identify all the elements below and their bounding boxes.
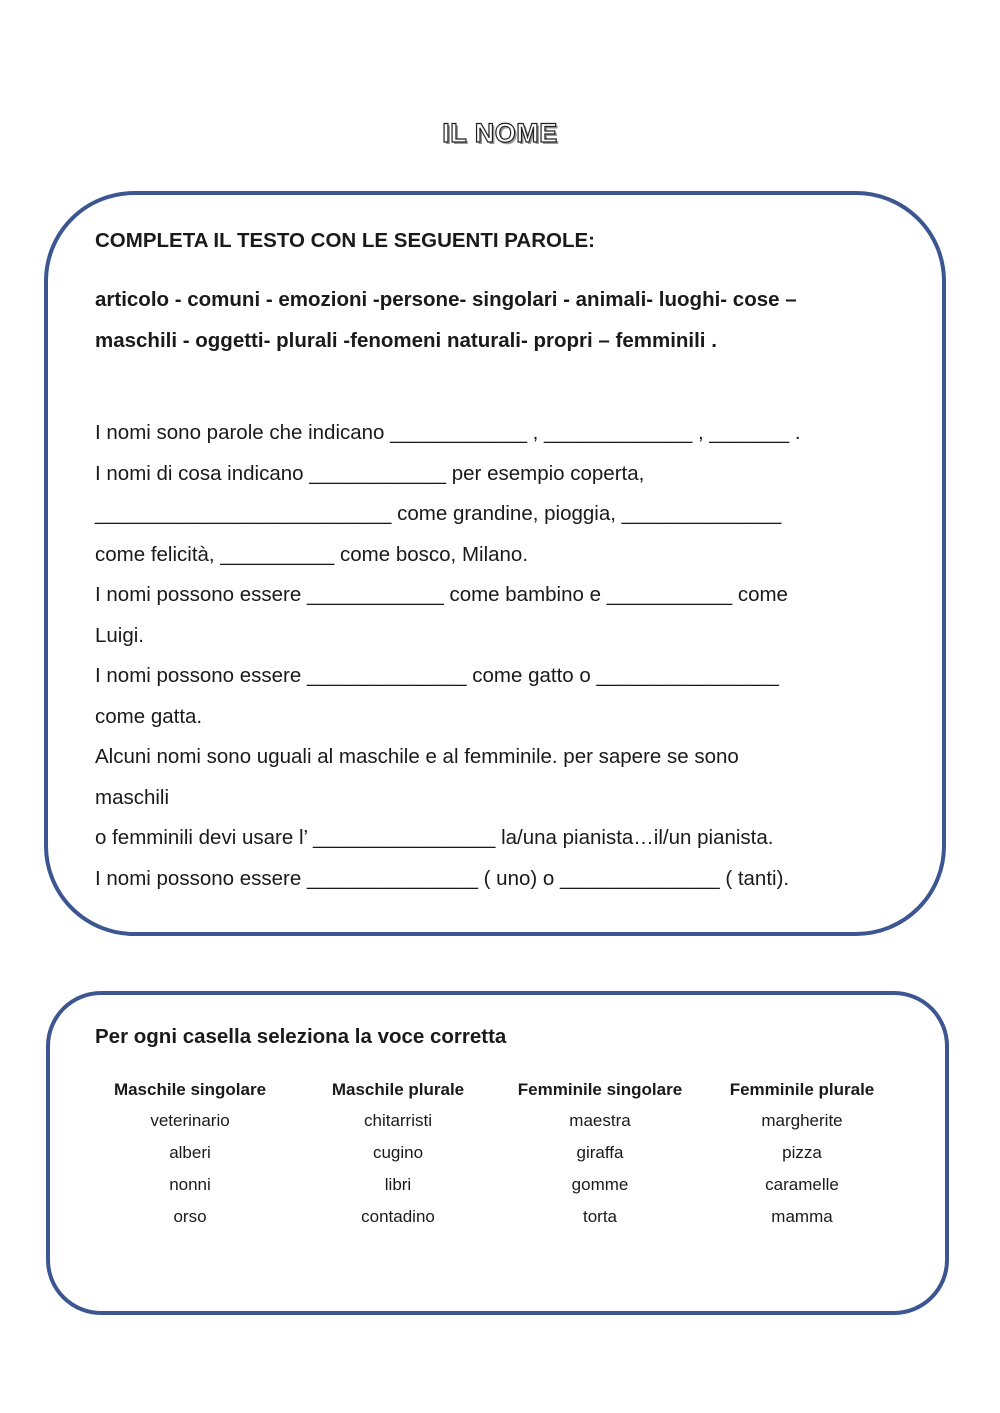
column-femminile-singolare xyxy=(500,1076,700,1234)
word-option[interactable]: torta xyxy=(582,1207,618,1226)
column-femminile-plurale xyxy=(702,1076,902,1234)
text-line: I nomi sono parole che indicano ____________ , _____________ , _______ . xyxy=(95,421,801,444)
column-maschile-plurale xyxy=(298,1076,498,1234)
text-line: o femminili devi usare l’ ________________ la/una pianista…il/un pianista. xyxy=(95,826,774,849)
word-bank-line: maschili - oggetti- plurali -fenomeni naturali- propri – femminili . xyxy=(95,329,717,352)
text-line: I nomi possono essere _______________ ( uno) o ______________ ( tanti). xyxy=(95,866,790,890)
exercise-1-instruction: COMPLETA IL TESTO CON LE SEGUENTI PAROLE: xyxy=(95,229,595,252)
page-title: IL NOME xyxy=(442,118,558,148)
word-option[interactable]: maestra xyxy=(569,1111,631,1130)
column-header: Femminile plurale xyxy=(729,1080,875,1099)
word-option[interactable]: caramelle xyxy=(765,1175,839,1194)
text-line: __________________________ come grandine, pioggia, ______________ xyxy=(95,502,782,525)
word-bank-line: articolo - comuni - emozioni -persone- singolari - animali- luoghi- cose – xyxy=(95,288,797,311)
word-option[interactable]: libri xyxy=(384,1175,412,1194)
word-option[interactable]: chitarristi xyxy=(363,1111,432,1130)
text-line: Luigi. xyxy=(95,623,145,647)
text-line: maschili xyxy=(95,785,170,809)
column-header: Femminile singolare xyxy=(517,1080,683,1099)
word-option[interactable]: margherite xyxy=(761,1111,843,1130)
word-option[interactable]: veterinario xyxy=(150,1111,230,1130)
text-line: Alcuni nomi sono uguali al maschile e al femminile. per sapere se sono xyxy=(95,745,739,768)
word-option[interactable]: contadino xyxy=(361,1207,435,1226)
exercise-2-instruction: Per ogni casella seleziona la voce corretta xyxy=(95,1025,507,1048)
text-line: I nomi possono essere ______________ come gatto o ________________ xyxy=(95,664,779,687)
word-option[interactable]: cugino xyxy=(372,1143,424,1162)
fill-in-text xyxy=(95,413,925,899)
word-option[interactable]: pizza xyxy=(782,1143,822,1162)
word-option[interactable]: alberi xyxy=(169,1143,211,1162)
word-option[interactable]: gomme xyxy=(571,1175,629,1194)
word-option[interactable]: mamma xyxy=(771,1207,833,1226)
word-option[interactable]: orso xyxy=(173,1207,207,1226)
word-option[interactable]: giraffa xyxy=(576,1143,624,1162)
text-line: I nomi possono essere ____________ come bambino e ___________ come xyxy=(95,583,788,606)
text-line: I nomi di cosa indicano ____________ per esempio coperta, xyxy=(95,461,645,485)
column-header: Maschile singolare xyxy=(113,1080,267,1099)
word-bank xyxy=(95,279,925,361)
text-line: come felicità, __________ come bosco, Milano. xyxy=(95,542,529,566)
word-option[interactable]: nonni xyxy=(169,1175,211,1194)
column-header: Maschile plurale xyxy=(331,1080,465,1099)
text-line: come gatta. xyxy=(95,704,203,728)
column-maschile-singolare xyxy=(90,1076,290,1234)
